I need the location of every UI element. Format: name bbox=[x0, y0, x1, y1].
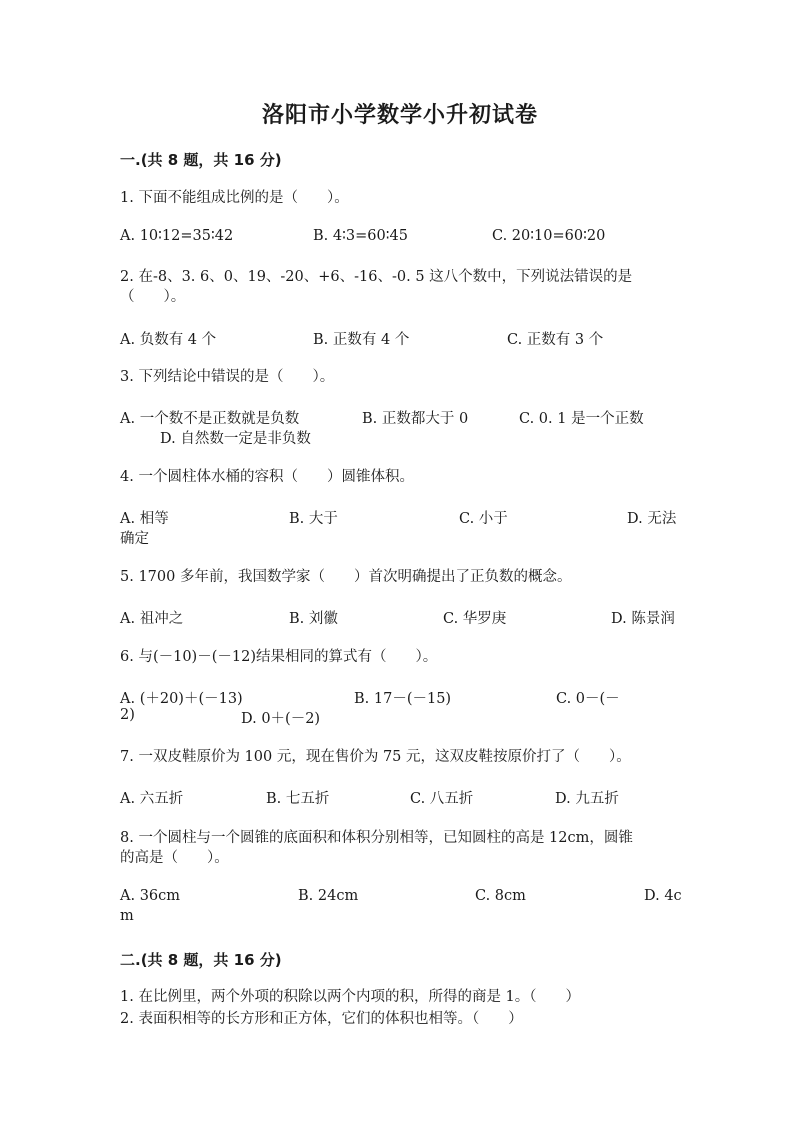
question-8-line-2: 的高是（ ）。 bbox=[120, 850, 229, 866]
question-3-options bbox=[120, 407, 680, 447]
q4-option-c: C. 小于 bbox=[459, 511, 508, 527]
q2-option-b: B. 正数有 4 个 bbox=[313, 332, 410, 348]
q8-option-b: B. 24cm bbox=[298, 888, 359, 904]
question-8-line-1: 8. 一个圆柱与一个圆锥的底面积和体积分别相等，已知圆柱的高是 12cm，圆锥 bbox=[120, 830, 633, 846]
q4-option-a: A. 相等 bbox=[120, 511, 169, 527]
q6-option-b: B. 17－(－15) bbox=[354, 691, 452, 707]
question-8-options bbox=[120, 888, 680, 928]
q6-option-c-wrap: 2) bbox=[120, 707, 135, 723]
q8-option-d-wrap: m bbox=[120, 908, 134, 924]
question-7: 7. 一双皮鞋原价为 100 元，现在售价为 75 元，这双皮鞋按原价打了（ ）。 bbox=[120, 749, 631, 765]
question-5-options bbox=[120, 607, 680, 647]
q4-option-d: D. 无法 bbox=[627, 511, 677, 527]
question-2-line-2: （ ）。 bbox=[120, 289, 186, 305]
judge-question-2: 2. 表面积相等的长方形和正方体，它们的体积也相等。（ ） bbox=[120, 1011, 523, 1027]
q3-option-b: B. 正数都大于 0 bbox=[362, 411, 469, 427]
q7-option-c: C. 八五折 bbox=[410, 791, 474, 807]
question-1: 1. 下面不能组成比例的是（ ）。 bbox=[120, 190, 349, 206]
q8-option-c: C. 8cm bbox=[475, 888, 526, 904]
q5-option-b: B. 刘徽 bbox=[289, 611, 338, 627]
q2-option-a: A. 负数有 4 个 bbox=[120, 332, 217, 348]
q4-option-d-wrap: 确定 bbox=[120, 531, 149, 547]
question-1-options bbox=[120, 228, 680, 268]
q2-option-c: C. 正数有 3 个 bbox=[507, 332, 604, 348]
q7-option-a: A. 六五折 bbox=[120, 791, 184, 807]
q8-option-d: D. 4c bbox=[644, 888, 682, 904]
q8-option-a: A. 36cm bbox=[120, 888, 181, 904]
question-6: 6. 与(－10)－(－12)结果相同的算式有（ ）。 bbox=[120, 649, 438, 665]
question-4-options bbox=[120, 507, 680, 547]
q6-option-c: C. 0－(－ bbox=[556, 691, 620, 707]
q5-option-d: D. 陈景润 bbox=[611, 611, 675, 627]
question-5: 5. 1700 多年前，我国数学家（ ）首次明确提出了正负数的概念。 bbox=[120, 569, 572, 585]
q5-option-a: A. 祖冲之 bbox=[120, 611, 184, 627]
q3-option-a: A. 一个数不是正数就是负数 bbox=[120, 411, 300, 427]
q6-option-d: D. 0＋(－2) bbox=[241, 711, 321, 727]
question-3: 3. 下列结论中错误的是（ ）。 bbox=[120, 369, 335, 385]
question-4: 4. 一个圆柱体水桶的容积（ ）圆锥体积。 bbox=[120, 469, 414, 485]
page-title: 洛阳市小学数学小升初试卷 bbox=[261, 102, 538, 128]
q4-option-b: B. 大于 bbox=[289, 511, 338, 527]
q7-option-d: D. 九五折 bbox=[555, 791, 619, 807]
q1-option-c: C. 20∶10=60∶20 bbox=[492, 228, 606, 244]
q1-option-a: A. 10∶12=35∶42 bbox=[120, 228, 234, 244]
q3-option-c: C. 0. 1 是一个正数 bbox=[519, 411, 644, 427]
q6-option-a: A. (＋20)＋(－13) bbox=[120, 691, 243, 707]
question-2-options bbox=[120, 328, 680, 368]
q5-option-c: C. 华罗庚 bbox=[443, 611, 507, 627]
q3-option-d: D. 自然数一定是非负数 bbox=[160, 431, 311, 447]
q1-option-b: B. 4∶3=60∶45 bbox=[313, 228, 408, 244]
question-7-options bbox=[120, 787, 680, 827]
section-2-heading: 二.(共 8 题，共 16 分) bbox=[120, 951, 282, 969]
question-6-options bbox=[120, 687, 680, 727]
q7-option-b: B. 七五折 bbox=[266, 791, 330, 807]
question-2-line-1: 2. 在-8、3. 6、0、19、-20、+6、-16、-0. 5 这八个数中，下列说法错误的是 bbox=[120, 269, 633, 285]
judge-question-1: 1. 在比例里，两个外项的积除以两个内项的积，所得的商是 1。（ ） bbox=[120, 989, 581, 1005]
section-1-heading: 一.(共 8 题，共 16 分) bbox=[120, 151, 282, 169]
